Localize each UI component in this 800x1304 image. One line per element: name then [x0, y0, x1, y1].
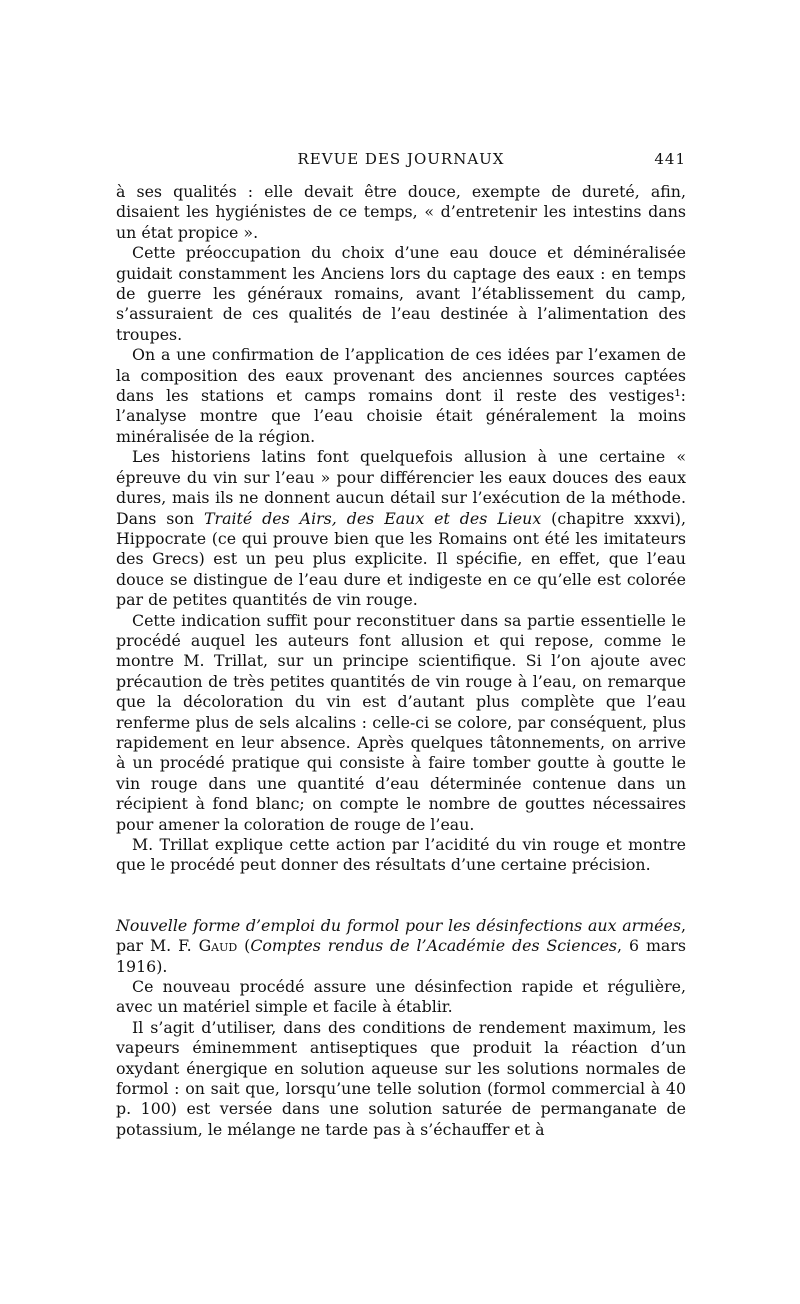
article-heading	[116, 916, 686, 977]
paragraph: M. Trillat explique cette action par l’acidité du vin rouge et montre que le procédé peut donner des résultats d’une certaine précision.	[116, 835, 686, 875]
page-number: 441	[654, 150, 686, 168]
paragraph	[116, 447, 686, 610]
paragraph: On a une confirmation de l’application de ces idées par l’examen de la composition des eaux provenant des anciennes sources captées dans les stations et camps romains dont il reste des vestiges¹: l’analyse montre que l’eau choisie était généralement la moins minéralisée de la région.	[116, 345, 686, 446]
text-run: (chapitre xxxvi), Hippocrate (ce qui prouve bien que les Romains ont été les imitateurs des Grecs) est un peu plus explicite. Il spécifie, en effet, que l’eau douce se distingue de l’eau dure et indigeste en ce qu’elle est colorée par de petites quantités de vin rouge.	[116, 508, 686, 610]
paragraph: Il s’agit d’utiliser, dans des conditions de rendement maximum, les vapeurs éminemment antiseptiques que produit la réaction d’un oxydant énergique en solution aqueuse sur les solutions normales de formol : on sait que, lorsqu’une telle solution (formol commercial à 40 p. 100) est versée dans une solution saturée de permanganate de potassium, le mélange ne tarde pas à s’échauffer et à	[116, 1017, 686, 1139]
text-run: (	[237, 936, 251, 956]
source-journal: Comptes rendus de l’Académie des Sciences	[250, 936, 618, 956]
text-run: , 6 mars 1916).	[116, 936, 686, 976]
running-header	[116, 150, 686, 174]
article-title: Nouvelle forme d’emploi du formol pour les désinfections aux armées	[116, 915, 681, 935]
paragraph: Cette indication suffit pour reconstituer dans sa partie essentielle le procédé auquel les auteurs font allusion et qui repose, comme le montre M. Trillat, sur un principe scientifique. Si l’on ajoute avec précaution de très petites quantités de vin rouge à l’eau, on remarque que la décoloration du vin est d’autant plus complète que l’eau renferme plus de sels alcalins : celle-ci se colore, par conséquent, plus rapidement en leur absence. Après quelques tâtonnements, on arrive à un procédé pratique qui consiste à faire tomber goutte à goutte le vin rouge dans une quantité d’eau déterminée contenue dans un récipient à fond blanc; on compte le nombre de gouttes nécessaires pour amener la coloration de rouge de l’eau.	[116, 610, 686, 834]
section-gap	[116, 876, 686, 916]
page-body	[116, 182, 686, 1140]
cited-work-title: Traité des Airs, des Eaux et des Lieux	[204, 508, 542, 528]
paragraph: Cette préoccupation du choix d’une eau douce et déminéralisée guidait constamment les Anciens lors du captage des eaux : en temps de guerre les généraux romains, avant l’établissement du camp, s’assuraient de ces qualités de l’eau destinée à l’alimentation des troupes.	[116, 243, 686, 344]
paragraph: à ses qualités : elle devait être douce, exempte de dureté, afin, disaient les hygiénistes de ce temps, « d’entretenir les intestins dans un état propice ».	[116, 182, 686, 242]
running-title: REVUE DES JOURNAUX	[297, 150, 505, 168]
paragraph: Ce nouveau procédé assure une désinfection rapide et régulière, avec un matériel simple et facile à établir.	[116, 977, 686, 1017]
text-run: Les historiens latins font quelquefois allusion à une certaine « épreuve du vin sur l’eau » pour différencier les eaux douces des eaux dures, mais ils ne donnent aucun détail sur l’exécution de la méthode. Dans son	[116, 447, 686, 528]
text-run: , par M. F.	[116, 915, 686, 956]
author-name: Gaud	[198, 936, 238, 956]
